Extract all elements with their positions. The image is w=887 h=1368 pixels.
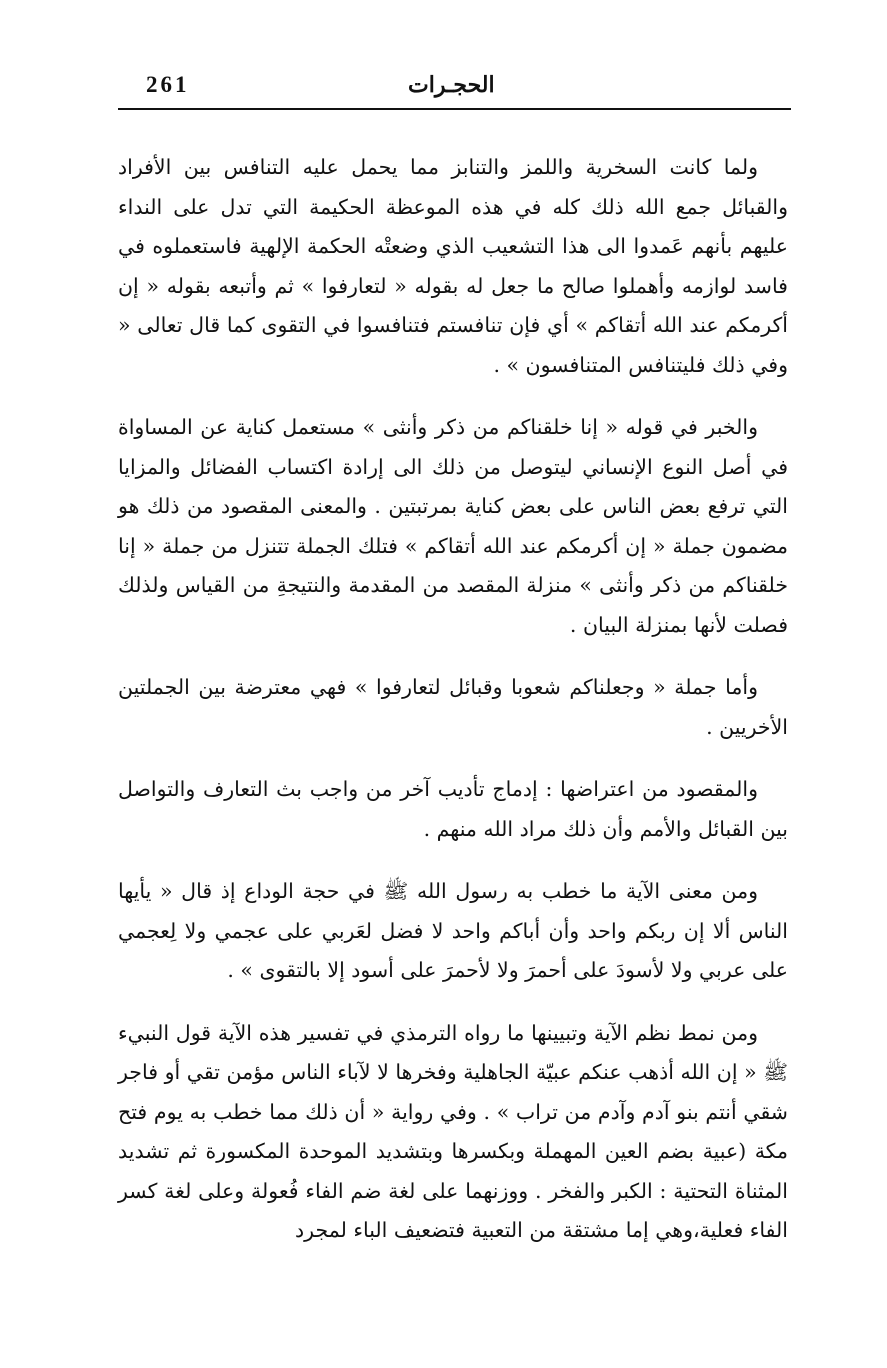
page-header xyxy=(118,70,791,106)
paragraph: والخبر في قوله « إنا خلقناكم من ذكر وأنثى » مستعمل كناية عن المساواة في أصل النوع الإنساني ليتوصل من ذلك الى إرادة اكتساب الفضائل والمزايا التي ترفع بعض الناس على بعض كناية بمرتبتين . والمعنى المقصود من ذلك هو مضمون جملة « إن أكرمكم عند الله أتقاكم » فتلك الجملة تتنزل من جملة « إنا خلقناكم من ذكر وأنثى » منزلة المقصد من المقدمة والنتيجةِ من القياس ولذلك فصلت لأنها بمنزلة البيان . xyxy=(118,415,788,637)
paragraph: ومن معنى الآية ما خطب به رسول الله ﷺ في حجة الوداع إذ قال « يأيها الناس ألا إن ربكم واحد وأن أباكم واحد لا فضل لعَربي على عجمي ولا لِعجمي على عربي ولا لأسودَ على أحمرَ ولا لأحمرَ على أسود إلا بالتقوى » . xyxy=(118,879,788,982)
paragraph: والمقصود من اعتراضها : إدماج تأديب آخر من واجب بث التعارف والتواصل بين القبائل والأمم وأن ذلك مراد الله منهم . xyxy=(118,777,788,841)
running-title: الحجـرات xyxy=(408,72,495,98)
page-number: 261 xyxy=(146,72,190,97)
paragraph: ومن نمط نظم الآية وتبيينها ما رواه الترمذي في تفسير هذه الآية قول النبيء ﷺ « إن الله أذهب عنكم عبيّة الجاهلية وفخرها لا لآباء الناس مؤمن تقي أو فاجر شقي أنتم بنو آدم وآدم من تراب » . وفي رواية « أن ذلك مما خطب به يوم فتح مكة (عبية بضم العين المهملة وبكسرها وبتشديد الموحدة المكسورة ثم تشديد المثناة التحتية : الكبر والفخر . ووزنهما على لغة ضم الفاء فُعولة وعلى لغة كسر الفاء فعلية،وهي إما مشتقة من التعبية فتضعيف الباء لمجرد xyxy=(118,1020,788,1242)
paragraph: ولما كانت السخرية واللمز والتنابز مما يحمل عليه التنافس بين الأفراد والقبائل جمع الله ذلك كله في هذه الموعظة الحكيمة التي تدل على النداء عليهم بأنهم عَمدوا الى هذا التشعيب الذي وضعتْه الحكمة الإلهية فاستعملوه في فاسد لوازمه وأهملوا صالح ما جعل له بقوله « لتعارفوا » ثم وأتبعه بقوله « إن أكرمكم عند الله أتقاكم » أي فإن تنافستم فتنافسوا في التقوى كما قال تعالى « وفي ذلك فليتنافس المتنافسون » . xyxy=(118,155,788,377)
paragraph: وأما جملة « وجعلناكم شعوبا وقبائل لتعارفوا » فهي معترضة بين الجملتين الأخريين . xyxy=(118,675,788,739)
page-body xyxy=(118,148,788,1274)
header-rule xyxy=(118,108,791,110)
